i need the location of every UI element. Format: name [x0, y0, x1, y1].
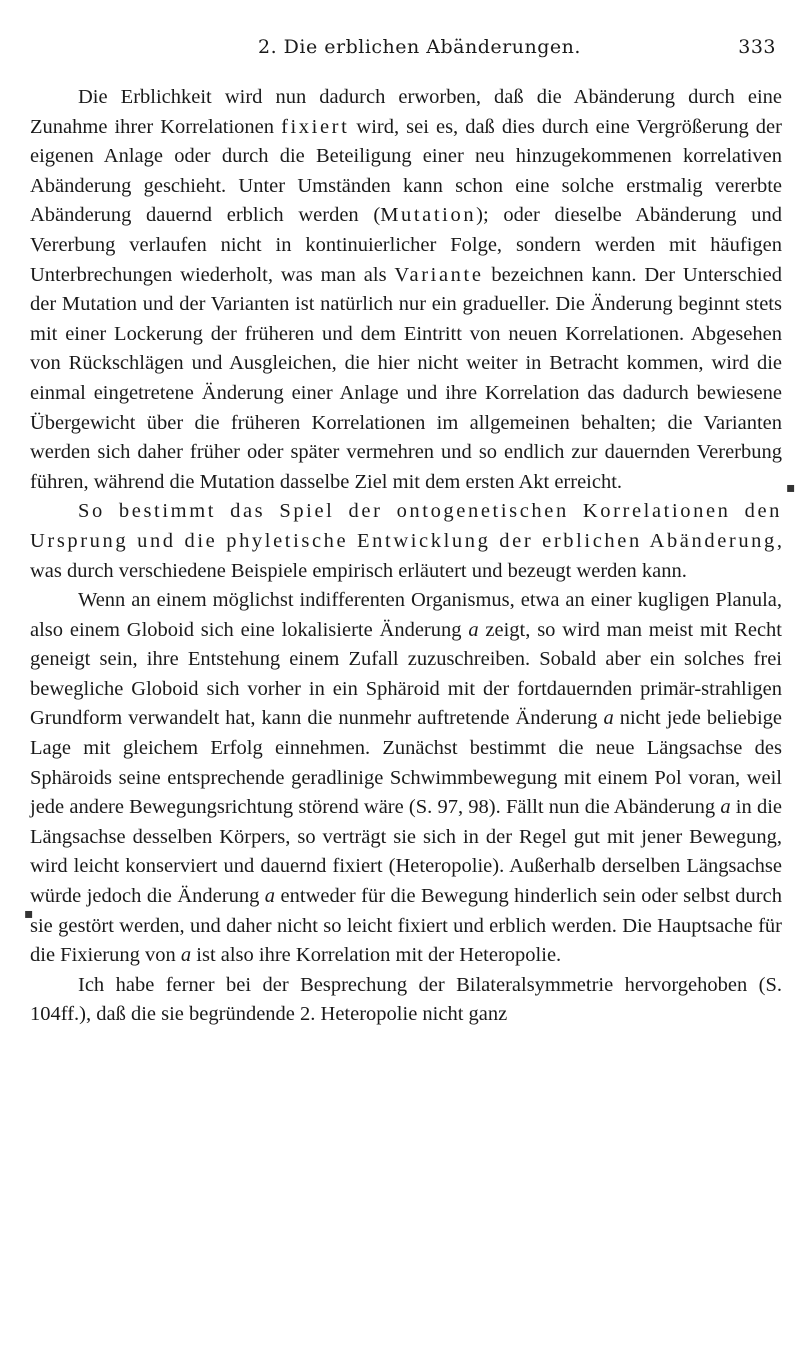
text-segment: nicht jede beliebige Lage mit gleichem Erfolg einnehmen. Zunächst bestimmt die neue Längsachse des Sphäroids seine entsprechende geradlinige Schwimmbewegung mit einem Pol voran, weil jede andere Bewegungsrichtung störend wäre (S. 97, 98). Fällt nun die Abänderung — [30, 707, 782, 819]
text-segment: Ich habe ferner bei der Besprechung der Bilateralsymmetrie hervorgehoben (S. 104ff.), daß die sie begründende 2. Heteropolie nicht ganz — [30, 973, 782, 1026]
text-segment: Die Erblichkeit wird nun dadurch erworben, daß die Abänderung durch eine Zunahme ihrer Korrelationen — [30, 86, 782, 138]
text-segment: in die Längsachse desselben Körpers, so verträgt sie sich in der Regel gut mit jener Bewegung, wird leicht konserviert und dauernd fixiert (Heteropolie). Außerhalb derselben Längsachse würde jedoch die Änderung — [30, 796, 782, 908]
spaced-emphasis-text: Mutation — [380, 204, 477, 227]
italic-variable: a — [468, 618, 479, 641]
spaced-emphasis-text: fixiert — [281, 115, 350, 138]
spaced-emphasis-text: Variante — [394, 263, 484, 286]
chapter-title: 2. Die erblichen Abänderungen. — [258, 36, 581, 58]
spaced-emphasis-text: So bestimmt das Spiel der ontogenetischen Korrelationen den Ursprung und die phyletische Entwicklung der erblichen Abänderung — [30, 500, 782, 552]
italic-variable: a — [180, 944, 192, 967]
text-segment: ); oder dieselbe Abänderung und Vererbung verlaufen nicht in kontinuierlicher Folge, sondern werden mit häufigen Unterbrechungen wiederholt, was man als — [30, 204, 782, 286]
paragraph — [30, 971, 782, 1030]
italic-variable: a — [264, 885, 276, 908]
text-segment: bezeichnen kann. Der Unterschied der Mutation und der Varianten ist natürlich nur ein gradueller. Die Änderung beginnt stets mit einer Lockerung der früheren und dem Eintritt von neuen Korrelationen. Abgesehen von Rückschlägen und Ausgleichen, die hier nicht weiter in Betracht kommen, wird die einmal eingetretene Änderung einer Anlage und ihre Korrelation das dadurch bewiesene Übergewicht über die früheren Korrelationen im allgemeinen behalten; die Varianten werden sich daher früher oder später vermehren und so endlich zur dauernden Vererbung führen, während die Mutation dasselbe Ziel mit dem ersten Akt erreicht. — [30, 263, 782, 493]
text-segment: wird, sei es, daß dies durch eine Vergrößerung der eigenen Anlage oder durch die Beteiligung einer neu hinzugekommenen korrelativen Abänderung geschieht. Unter Umständen kann schon eine solche erstmalig vererbte Abänderung dauernd erblich werden ( — [30, 115, 782, 227]
body-text — [30, 83, 782, 1030]
paragraph — [30, 586, 782, 971]
italic-variable: a — [603, 707, 614, 730]
running-head — [30, 32, 782, 62]
margin-mark: ▪ — [24, 906, 34, 922]
text-segment: , was durch verschiedene Beispiele empirisch erläutert und bezeugt werden kann. — [30, 529, 782, 582]
margin-mark: ▪ — [786, 480, 796, 496]
italic-variable: a — [720, 796, 731, 819]
paragraph — [30, 497, 782, 586]
page-number: 333 — [738, 36, 776, 58]
book-page — [30, 32, 782, 1030]
paragraph — [30, 83, 782, 497]
text-segment: ist also ihre Korrelation mit der Heteropolie. — [191, 944, 562, 967]
text-segment: zeigt, so wird man meist mit Recht geneigt sein, ihre Entstehung einem Zufall zuzuschreiben. Sobald aber ein solches frei bewegliche Globoid sich vorher in ein Sphäroid mit der fortdauernden primär-strahligen Grundform verwandelt hat, kann die nunmehr auftretende Änderung — [30, 618, 782, 730]
text-segment: entweder für die Bewegung hinderlich sein oder selbst durch sie gestört werden, und daher nicht so leicht fixiert und erblich werden. Die Hauptsache für die Fixierung von — [30, 885, 782, 967]
text-segment: Wenn an einem möglichst indifferenten Organismus, etwa an einer kugligen Planula, also einem Globoid sich eine lokalisierte Änderung — [30, 589, 782, 641]
